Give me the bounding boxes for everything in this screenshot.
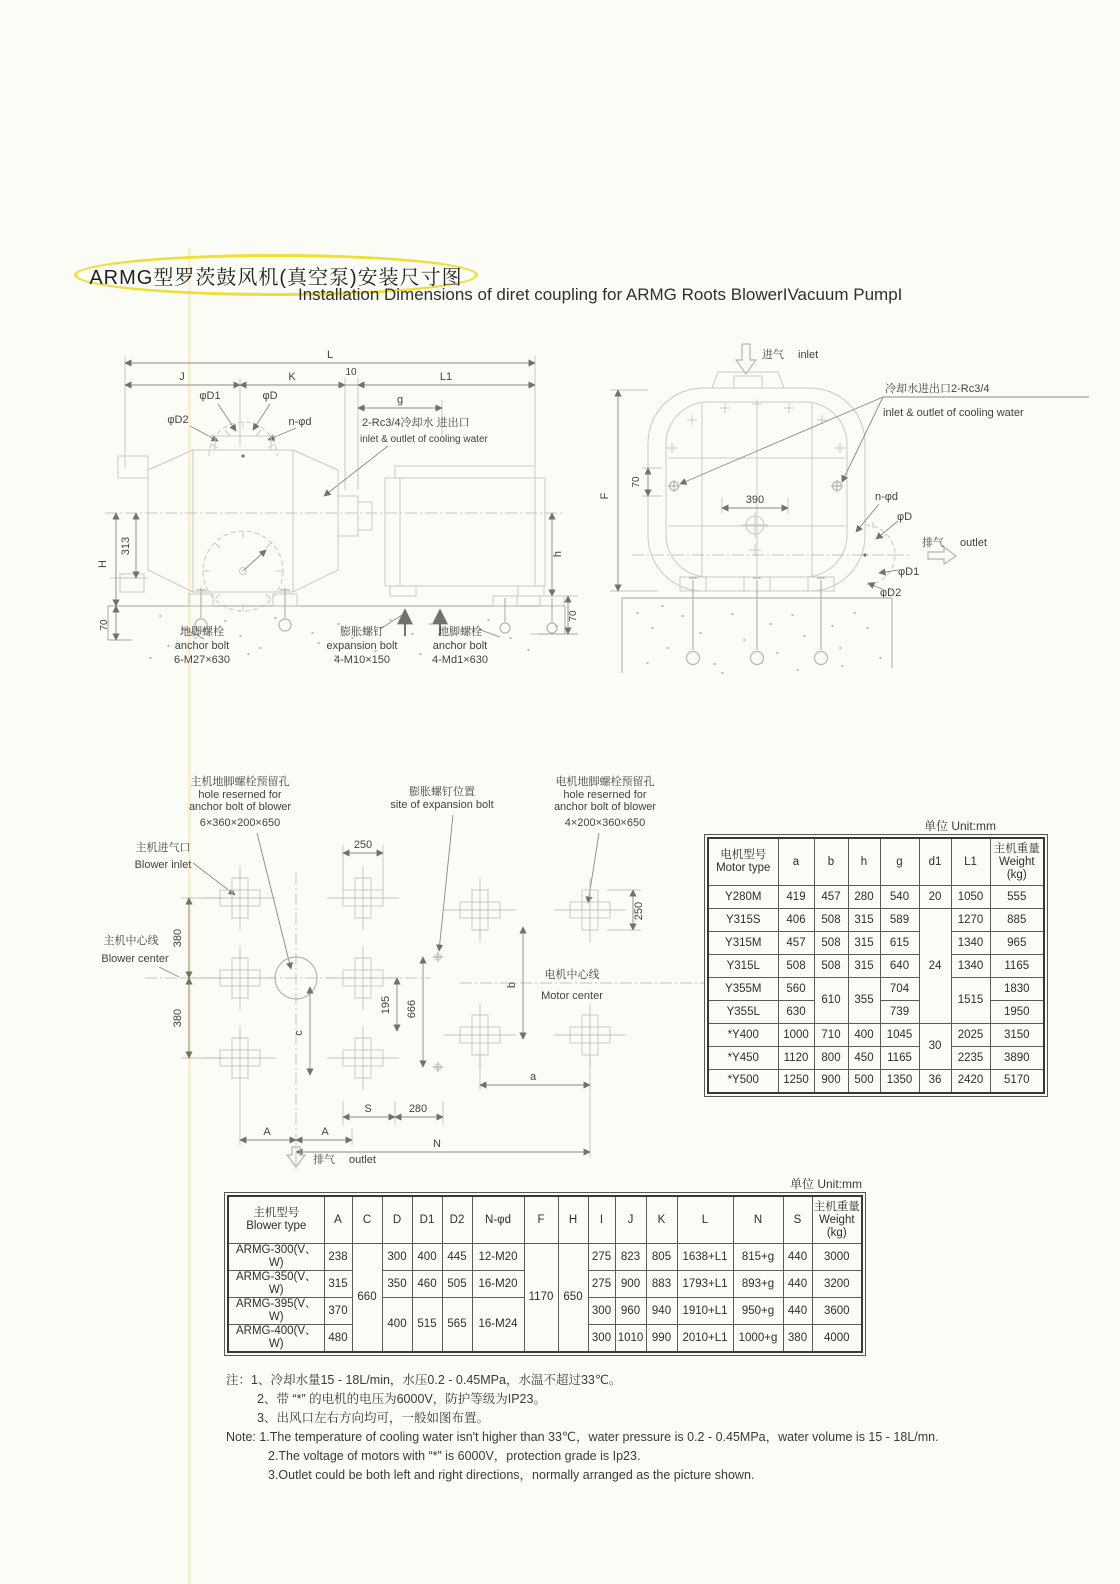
cell: *Y450 xyxy=(708,1047,778,1070)
cell: 805 xyxy=(646,1244,677,1271)
dim-N-label: N xyxy=(433,1138,441,1150)
dim-70-left-label: 70 xyxy=(99,619,110,631)
col-header: A xyxy=(324,1196,352,1244)
cell: 1170 xyxy=(524,1244,558,1353)
col-header: d1 xyxy=(919,838,951,886)
cell: 275 xyxy=(588,1244,615,1271)
cell: 1830 xyxy=(990,978,1044,1001)
cell: 440 xyxy=(783,1271,812,1298)
dim-phiD-label: φD xyxy=(262,390,278,402)
cell: 885 xyxy=(990,909,1044,932)
cell: 1910+L1 xyxy=(677,1298,733,1325)
cell: 1045 xyxy=(880,1024,919,1047)
col-header: 电机型号 Motor type xyxy=(708,838,778,886)
col-header: C xyxy=(352,1196,382,1244)
dim-nphid-label: n-φd xyxy=(288,416,312,428)
col-header: b xyxy=(814,838,848,886)
cell: 445 xyxy=(442,1244,472,1271)
dim-a-label: a xyxy=(529,1071,537,1083)
cell: 3200 xyxy=(812,1271,862,1298)
cell: 505 xyxy=(442,1271,472,1298)
col-header: S xyxy=(783,1196,812,1244)
dim-70-right-label: 70 xyxy=(568,610,579,622)
note-en-3: 3.Outlet could be both left and right directions，normally arranged as the picture shown. xyxy=(268,1468,755,1482)
cell: 508 xyxy=(814,955,848,978)
cell: 555 xyxy=(990,886,1044,909)
dim-H-label: H xyxy=(97,560,109,568)
dim-nphid-label: n-φd xyxy=(875,491,899,503)
cell: 3600 xyxy=(812,1298,862,1325)
cell: 508 xyxy=(814,909,848,932)
cell: 610 xyxy=(814,978,848,1024)
col-header: J xyxy=(615,1196,646,1244)
cell: 30 xyxy=(919,1024,951,1070)
dim-F-label: F xyxy=(599,492,611,500)
cell: Y315M xyxy=(708,932,778,955)
dim-phiD1-label: φD1 xyxy=(199,390,221,402)
cell: 1000 xyxy=(778,1024,814,1047)
cell: 900 xyxy=(615,1271,646,1298)
dim-380a-label: 380 xyxy=(172,928,184,948)
cell: 300 xyxy=(588,1298,615,1325)
dim-phiD2-label: φD2 xyxy=(167,414,189,426)
cell: 1050 xyxy=(951,886,990,909)
page-title: ARMG型罗茨鼓风机(真空泵)安装尺寸图 xyxy=(89,266,463,289)
note-en-2: 2.The voltage of motors with “*” is 6000V，protection grade is Ip23. xyxy=(268,1449,641,1463)
table-row xyxy=(708,886,1044,909)
anchor-bolt-blower-spec: 6-M27×630 xyxy=(174,654,230,666)
table-row xyxy=(708,955,1044,978)
expansion-bolt-cn: 膨胀螺钉 xyxy=(340,626,384,638)
cell: 16-M24 xyxy=(472,1298,524,1353)
cell: 540 xyxy=(880,886,919,909)
motor-table xyxy=(704,834,1048,1097)
cooling-label-en: inlet & outlet of cooling water xyxy=(360,434,488,445)
motor-hole-label-cn: 电机地脚螺栓预留孔 xyxy=(555,776,655,788)
cell: 1250 xyxy=(778,1070,814,1093)
side-view-drawing xyxy=(90,338,580,673)
col-header: 主机重量 Weight (kg) xyxy=(812,1196,862,1244)
expansion-bolt-en: expansion bolt xyxy=(326,640,398,652)
table-row xyxy=(708,1024,1044,1047)
cell: 350 xyxy=(382,1271,412,1298)
motor-hole-label-spec: 4×200×360×650 xyxy=(564,817,646,829)
col-header: D2 xyxy=(442,1196,472,1244)
motor-table-unit-label: 单位 Unit:mm xyxy=(924,819,997,833)
dim-A1-label: A xyxy=(263,1126,271,1138)
blower-table-unit-label: 单位 Unit:mm xyxy=(790,1177,863,1191)
cell: 515 xyxy=(412,1298,442,1353)
blower-inlet-label-en: Blower inlet xyxy=(134,859,192,871)
cell: 739 xyxy=(880,1001,919,1024)
cell: 12-M20 xyxy=(472,1244,524,1271)
dim-h-label: h xyxy=(552,550,564,558)
col-header: a xyxy=(778,838,814,886)
cell: 893+g xyxy=(733,1271,783,1298)
cell: 960 xyxy=(615,1298,646,1325)
dim-10-label: 10 xyxy=(345,367,357,378)
cooling-label-en: inlet & outlet of cooling water xyxy=(883,407,1024,419)
dim-250-top-label: 250 xyxy=(353,839,373,851)
cell: ARMG-395(V、W) xyxy=(228,1298,324,1325)
cell: 1120 xyxy=(778,1047,814,1070)
col-header: D1 xyxy=(412,1196,442,1244)
cell: 1165 xyxy=(990,955,1044,978)
anchor-bolt-motor-spec: 4-Md1×630 xyxy=(432,654,488,666)
cell: 2235 xyxy=(951,1047,990,1070)
table-row xyxy=(708,932,1044,955)
expansion-bolt-spec: 4-M10×150 xyxy=(334,654,390,666)
dim-J-label: J xyxy=(179,371,185,383)
motor-center-label-en: Motor center xyxy=(541,990,603,1002)
col-header: I xyxy=(588,1196,615,1244)
cooling-label-cn: 2-Rc3/4冷却水 进出口 xyxy=(362,417,470,429)
cell: 940 xyxy=(646,1298,677,1325)
cell: 1165 xyxy=(880,1047,919,1070)
dim-195-label: 195 xyxy=(380,995,392,1015)
dim-b-label: b xyxy=(506,981,518,989)
blower-center-label-en: Blower center xyxy=(101,953,169,965)
expansion-site-label-en: site of expansion bolt xyxy=(390,799,494,811)
cell: 560 xyxy=(778,978,814,1001)
note-cn-3: 3、出风口左右方向均可，一般如图布置。 xyxy=(257,1411,489,1425)
cell: 440 xyxy=(783,1298,812,1325)
cell: 355 xyxy=(848,978,880,1024)
cooling-label-cn: 冷却水进出口2-Rc3/4 xyxy=(885,383,990,395)
cell: Y315L xyxy=(708,955,778,978)
cell: 315 xyxy=(324,1271,352,1298)
cell: 1010 xyxy=(615,1325,646,1353)
inlet-arrow-icon xyxy=(736,344,756,374)
col-header: N xyxy=(733,1196,783,1244)
cell: 1340 xyxy=(951,955,990,978)
col-header: L xyxy=(677,1196,733,1244)
note-cn-2: 2、带 “*” 的电机的电压为6000V，防护等级为IP23。 xyxy=(257,1392,546,1406)
cell: 315 xyxy=(848,955,880,978)
outlet-label-cn: 排气 xyxy=(922,537,944,549)
cell: 1793+L1 xyxy=(677,1271,733,1298)
end-view-drawing xyxy=(592,328,1092,688)
cell: 3150 xyxy=(990,1024,1044,1047)
cell: 1350 xyxy=(880,1070,919,1093)
cell: 16-M20 xyxy=(472,1271,524,1298)
cell: 24 xyxy=(919,909,951,1024)
cell: 508 xyxy=(814,932,848,955)
cell: 3000 xyxy=(812,1244,862,1271)
dim-250-right-label: 250 xyxy=(633,901,645,921)
cell: 2025 xyxy=(951,1024,990,1047)
dim-390-label: 390 xyxy=(745,494,765,506)
cell: 280 xyxy=(848,886,880,909)
blower-hole-label-spec: 6×360×200×650 xyxy=(199,817,281,829)
cell: 315 xyxy=(848,932,880,955)
cell: 400 xyxy=(382,1298,412,1353)
expansion-site-label-cn: 膨胀螺钉位置 xyxy=(409,786,475,798)
cell: 2420 xyxy=(951,1070,990,1093)
cell: 400 xyxy=(848,1024,880,1047)
blower-center-label-cn: 主机中心线 xyxy=(103,935,159,947)
cell: 238 xyxy=(324,1244,352,1271)
cell: 589 xyxy=(880,909,919,932)
cell: 800 xyxy=(814,1047,848,1070)
cell: 440 xyxy=(783,1244,812,1271)
cell: 380 xyxy=(783,1325,812,1353)
cell: 2010+L1 xyxy=(677,1325,733,1353)
cell: 480 xyxy=(324,1325,352,1353)
cell: 640 xyxy=(880,955,919,978)
outlet-arrow-icon xyxy=(928,547,956,564)
page-subtitle: Installation Dimensions of diret coupling for ARMG Roots BlowerIVacuum PumpI xyxy=(298,285,903,304)
cell: 4000 xyxy=(812,1325,862,1353)
cell: 275 xyxy=(588,1271,615,1298)
dim-L-label: L xyxy=(326,349,334,361)
table-row xyxy=(228,1244,862,1271)
cell: 1515 xyxy=(951,978,990,1024)
anchor-bolt-blower-en: anchor bolt xyxy=(174,640,230,652)
col-header: h xyxy=(848,838,880,886)
cell: 450 xyxy=(848,1047,880,1070)
cell: 406 xyxy=(778,909,814,932)
cell: 1638+L1 xyxy=(677,1244,733,1271)
cell: Y355M xyxy=(708,978,778,1001)
cell: 1270 xyxy=(951,909,990,932)
dim-313-label: 313 xyxy=(120,536,132,556)
cell: Y315S xyxy=(708,909,778,932)
table-row xyxy=(708,909,1044,932)
table-row xyxy=(708,978,1044,1001)
plan-outlet-label-cn: 排气 xyxy=(313,1154,335,1166)
dim-phiD1-label: φD1 xyxy=(898,566,920,578)
col-header: H xyxy=(558,1196,588,1244)
col-header: L1 xyxy=(951,838,990,886)
dim-666-label: 666 xyxy=(406,999,418,1019)
cell: 5170 xyxy=(990,1070,1044,1093)
cell: 565 xyxy=(442,1298,472,1353)
cell: 660 xyxy=(352,1244,382,1353)
dim-K-label: K xyxy=(288,371,296,383)
cell: 370 xyxy=(324,1298,352,1325)
note-en-1: Note: 1.The temperature of cooling water isn't higher than 33℃，water pressure is 0.2 - 0.45MPa，water volume is 15 - 18L/mn. xyxy=(226,1430,939,1444)
cell: 704 xyxy=(880,978,919,1001)
cell: 823 xyxy=(615,1244,646,1271)
table-row xyxy=(708,1047,1044,1070)
cell: 1950 xyxy=(990,1001,1044,1024)
dim-380b-label: 380 xyxy=(172,1008,184,1028)
cell: 36 xyxy=(919,1070,951,1093)
cell: *Y500 xyxy=(708,1070,778,1093)
notes xyxy=(226,1372,939,1486)
dim-g-label: g xyxy=(396,394,404,406)
cell: 460 xyxy=(412,1271,442,1298)
cell: 457 xyxy=(778,932,814,955)
col-header: F xyxy=(524,1196,558,1244)
anchor-bolt-motor-cn: 地脚螺栓 xyxy=(438,626,482,638)
cell: 950+g xyxy=(733,1298,783,1325)
col-header: N-φd xyxy=(472,1196,524,1244)
col-header: K xyxy=(646,1196,677,1244)
dim-c-label: c xyxy=(293,1030,305,1036)
cell: 508 xyxy=(778,955,814,978)
cell: ARMG-400(V、W) xyxy=(228,1325,324,1353)
cell: 965 xyxy=(990,932,1044,955)
cell: 20 xyxy=(919,886,951,909)
cell: 400 xyxy=(412,1244,442,1271)
cell: Y280M xyxy=(708,886,778,909)
blower-hole-label-en1: hole reserned for xyxy=(198,789,282,801)
col-header: 主机重量 Weight (kg) xyxy=(990,838,1044,886)
blower-table xyxy=(224,1192,866,1356)
plan-outlet-label-en: outlet xyxy=(349,1154,376,1166)
blower-hole-label-cn: 主机地脚螺栓预留孔 xyxy=(190,776,290,788)
motor-hole-label-en1: hole reserned for xyxy=(563,789,647,801)
cell: 500 xyxy=(848,1070,880,1093)
dim-L1-label: L1 xyxy=(439,371,453,383)
col-header: D xyxy=(382,1196,412,1244)
anchor-bolt-motor-en: anchor bolt xyxy=(432,640,488,652)
cell: 1340 xyxy=(951,932,990,955)
cell: 815+g xyxy=(733,1244,783,1271)
foundation-plan-drawing xyxy=(85,745,725,1175)
col-header: 主机型号 Blower type xyxy=(228,1196,324,1244)
table-row xyxy=(708,1070,1044,1093)
cell: 630 xyxy=(778,1001,814,1024)
cell: 990 xyxy=(646,1325,677,1353)
cell: 900 xyxy=(814,1070,848,1093)
cell: 650 xyxy=(558,1244,588,1353)
outlet-label-en: outlet xyxy=(960,537,987,549)
cell: Y355L xyxy=(708,1001,778,1024)
blower-hole-label-en2: anchor bolt of blower xyxy=(188,801,292,813)
col-header: g xyxy=(880,838,919,886)
cell: 883 xyxy=(646,1271,677,1298)
blower-inlet-label-cn: 主机进气口 xyxy=(135,842,191,854)
dim-280-label: 280 xyxy=(408,1103,428,1115)
cell: 1000+g xyxy=(733,1325,783,1353)
cell: 710 xyxy=(814,1024,848,1047)
inlet-label-cn: 进气 xyxy=(762,349,784,361)
dim-A2-label: A xyxy=(321,1126,329,1138)
dim-phiD2-label: φD2 xyxy=(880,587,902,599)
cell: 419 xyxy=(778,886,814,909)
dim-S-label: S xyxy=(364,1103,372,1115)
cell: 3890 xyxy=(990,1047,1044,1070)
motor-center-label-cn: 电机中心线 xyxy=(544,969,600,981)
cell: 315 xyxy=(848,909,880,932)
cell: ARMG-350(V、W) xyxy=(228,1271,324,1298)
dim-phiD-label: φD xyxy=(897,511,913,523)
dim-70-label: 70 xyxy=(631,476,642,488)
cell: ARMG-300(V、W) xyxy=(228,1244,324,1271)
cell: 300 xyxy=(382,1244,412,1271)
inlet-label-en: inlet xyxy=(798,349,819,361)
motor-hole-label-en2: anchor bolt of blower xyxy=(553,801,657,813)
anchor-bolt-blower-cn: 地脚螺栓 xyxy=(180,626,224,638)
cell: 457 xyxy=(814,886,848,909)
note-cn-1: 注：1、冷却水量15 - 18L/min，水压0.2 - 0.45MPa，水温不超过33℃。 xyxy=(226,1373,622,1387)
cell: 300 xyxy=(588,1325,615,1353)
cell: 615 xyxy=(880,932,919,955)
cell: *Y400 xyxy=(708,1024,778,1047)
